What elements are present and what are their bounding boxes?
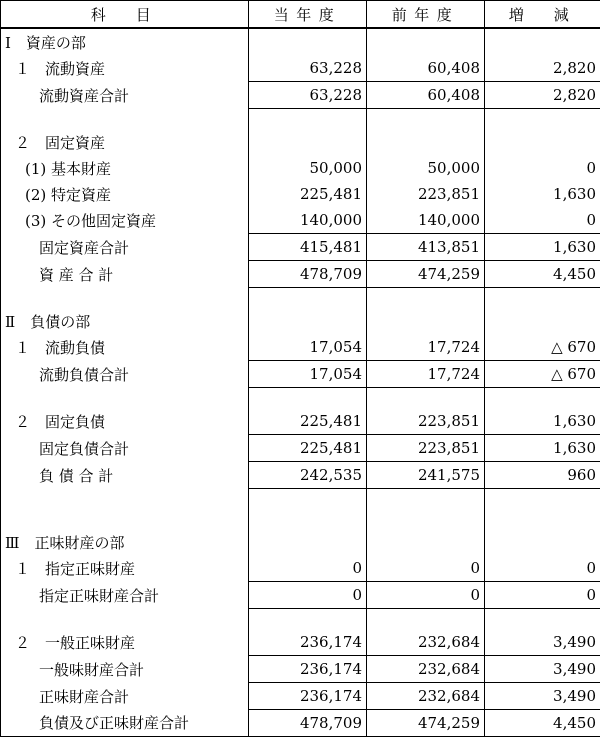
account-label <box>1 109 249 130</box>
header-previous-year: 前年度 <box>367 1 485 29</box>
change-value: 3,490 <box>485 656 600 683</box>
current-year-value: 242,535 <box>249 462 367 489</box>
table-row <box>1 555 600 582</box>
current-year-value <box>249 609 367 630</box>
current-year-value: 225,481 <box>249 408 367 435</box>
table-row <box>1 529 600 555</box>
current-year-value <box>249 388 367 409</box>
change-value: 4,450 <box>485 261 600 288</box>
current-year-value: 50,000 <box>249 155 367 181</box>
table-row <box>1 234 600 261</box>
current-year-value: 17,054 <box>249 361 367 388</box>
current-year-value: 63,228 <box>249 82 367 109</box>
current-year-value: 478,709 <box>249 261 367 288</box>
previous-year-value: 232,684 <box>367 629 485 656</box>
table-row <box>1 28 600 55</box>
header-account: 科 目 <box>1 1 249 29</box>
change-value <box>485 388 600 409</box>
current-year-value: 0 <box>249 582 367 609</box>
previous-year-value: 474,259 <box>367 710 485 737</box>
table-row <box>1 82 600 109</box>
change-value: 1,630 <box>485 181 600 207</box>
account-label <box>1 609 249 630</box>
table-row <box>1 207 600 234</box>
account-label: １ 流動資産 <box>1 55 249 82</box>
header-change: 増 減 <box>485 1 600 29</box>
previous-year-value: 17,724 <box>367 334 485 361</box>
previous-year-value: 17,724 <box>367 361 485 388</box>
account-label: Ⅱ 負債の部 <box>1 308 249 334</box>
previous-year-value <box>367 509 485 529</box>
current-year-value: 63,228 <box>249 55 367 82</box>
change-value <box>485 288 600 309</box>
account-label: Ⅲ 正味財産の部 <box>1 529 249 555</box>
spacer-row <box>1 288 600 309</box>
change-value <box>485 109 600 130</box>
spacer-row <box>1 388 600 409</box>
table-row <box>1 462 600 489</box>
current-year-value <box>249 288 367 309</box>
account-label: 指定正味財産合計 <box>1 582 249 609</box>
current-year-value <box>249 308 367 334</box>
account-label: 負 債 合 計 <box>1 462 249 489</box>
account-label: １ 指定正味財産 <box>1 555 249 582</box>
current-year-value <box>249 529 367 555</box>
change-value <box>485 129 600 155</box>
current-year-value: 17,054 <box>249 334 367 361</box>
previous-year-value <box>367 489 485 510</box>
change-value <box>485 308 600 334</box>
change-value: 1,630 <box>485 435 600 462</box>
account-label: 正味財産合計 <box>1 683 249 710</box>
change-value: 2,820 <box>485 82 600 109</box>
previous-year-value <box>367 288 485 309</box>
account-label: (1) 基本財産 <box>1 155 249 181</box>
change-value: 0 <box>485 555 600 582</box>
account-label: 負債及び正味財産合計 <box>1 710 249 737</box>
current-year-value: 236,174 <box>249 629 367 656</box>
table-row <box>1 582 600 609</box>
account-label: 流動資産合計 <box>1 82 249 109</box>
account-label: ２ 固定資産 <box>1 129 249 155</box>
previous-year-value <box>367 28 485 55</box>
change-value: 0 <box>485 207 600 234</box>
previous-year-value: 60,408 <box>367 82 485 109</box>
table-row <box>1 129 600 155</box>
previous-year-value <box>367 529 485 555</box>
change-value: 3,490 <box>485 683 600 710</box>
change-value: 0 <box>485 155 600 181</box>
previous-year-value: 0 <box>367 582 485 609</box>
current-year-value <box>249 509 367 529</box>
table-row <box>1 308 600 334</box>
previous-year-value: 223,851 <box>367 435 485 462</box>
previous-year-value: 223,851 <box>367 181 485 207</box>
change-value <box>485 489 600 510</box>
change-value: 1,630 <box>485 408 600 435</box>
current-year-value: 236,174 <box>249 683 367 710</box>
table-row <box>1 656 600 683</box>
table-row <box>1 55 600 82</box>
change-value: 3,490 <box>485 629 600 656</box>
account-label <box>1 489 249 510</box>
change-value: 0 <box>485 582 600 609</box>
account-label: ２ 一般正味財産 <box>1 629 249 656</box>
previous-year-value <box>367 609 485 630</box>
table-row <box>1 361 600 388</box>
change-value <box>485 28 600 55</box>
account-label: ２ 固定負債 <box>1 408 249 435</box>
previous-year-value: 140,000 <box>367 207 485 234</box>
spacer-row <box>1 109 600 130</box>
table-row <box>1 155 600 181</box>
previous-year-value: 232,684 <box>367 656 485 683</box>
current-year-value: 140,000 <box>249 207 367 234</box>
previous-year-value: 223,851 <box>367 408 485 435</box>
previous-year-value: 60,408 <box>367 55 485 82</box>
header-row <box>1 1 600 29</box>
current-year-value <box>249 489 367 510</box>
account-label <box>1 388 249 409</box>
table-row <box>1 683 600 710</box>
change-value <box>485 609 600 630</box>
current-year-value <box>249 109 367 130</box>
current-year-value: 0 <box>249 555 367 582</box>
spacer-row <box>1 489 600 510</box>
previous-year-value: 232,684 <box>367 683 485 710</box>
table-row <box>1 408 600 435</box>
header-current-year: 当年度 <box>249 1 367 29</box>
previous-year-value: 241,575 <box>367 462 485 489</box>
previous-year-value: 413,851 <box>367 234 485 261</box>
change-value: 960 <box>485 462 600 489</box>
account-label <box>1 288 249 309</box>
previous-year-value: 474,259 <box>367 261 485 288</box>
account-label: Ⅰ 資産の部 <box>1 28 249 55</box>
current-year-value <box>249 28 367 55</box>
previous-year-value: 50,000 <box>367 155 485 181</box>
table-row <box>1 710 600 737</box>
current-year-value: 478,709 <box>249 710 367 737</box>
current-year-value: 225,481 <box>249 181 367 207</box>
current-year-value: 236,174 <box>249 656 367 683</box>
account-label: 固定負債合計 <box>1 435 249 462</box>
account-label: 資 産 合 計 <box>1 261 249 288</box>
table-row <box>1 629 600 656</box>
current-year-value: 415,481 <box>249 234 367 261</box>
change-value <box>485 509 600 529</box>
account-label: １ 流動負債 <box>1 334 249 361</box>
table-row <box>1 181 600 207</box>
change-value: △ 670 <box>485 334 600 361</box>
current-year-value <box>249 129 367 155</box>
previous-year-value <box>367 109 485 130</box>
table-row <box>1 435 600 462</box>
previous-year-value <box>367 388 485 409</box>
account-label: (2) 特定資産 <box>1 181 249 207</box>
account-label: 一般味財産合計 <box>1 656 249 683</box>
account-label <box>1 509 249 529</box>
account-label: 流動負債合計 <box>1 361 249 388</box>
previous-year-value <box>367 129 485 155</box>
previous-year-value <box>367 308 485 334</box>
table-row <box>1 334 600 361</box>
table-row <box>1 261 600 288</box>
account-label: 固定資産合計 <box>1 234 249 261</box>
spacer-row <box>1 609 600 630</box>
account-label: (3) その他固定資産 <box>1 207 249 234</box>
change-value: 1,630 <box>485 234 600 261</box>
spacer-row <box>1 509 600 529</box>
previous-year-value: 0 <box>367 555 485 582</box>
change-value: △ 670 <box>485 361 600 388</box>
current-year-value: 225,481 <box>249 435 367 462</box>
change-value <box>485 529 600 555</box>
change-value: 2,820 <box>485 55 600 82</box>
change-value: 4,450 <box>485 710 600 737</box>
